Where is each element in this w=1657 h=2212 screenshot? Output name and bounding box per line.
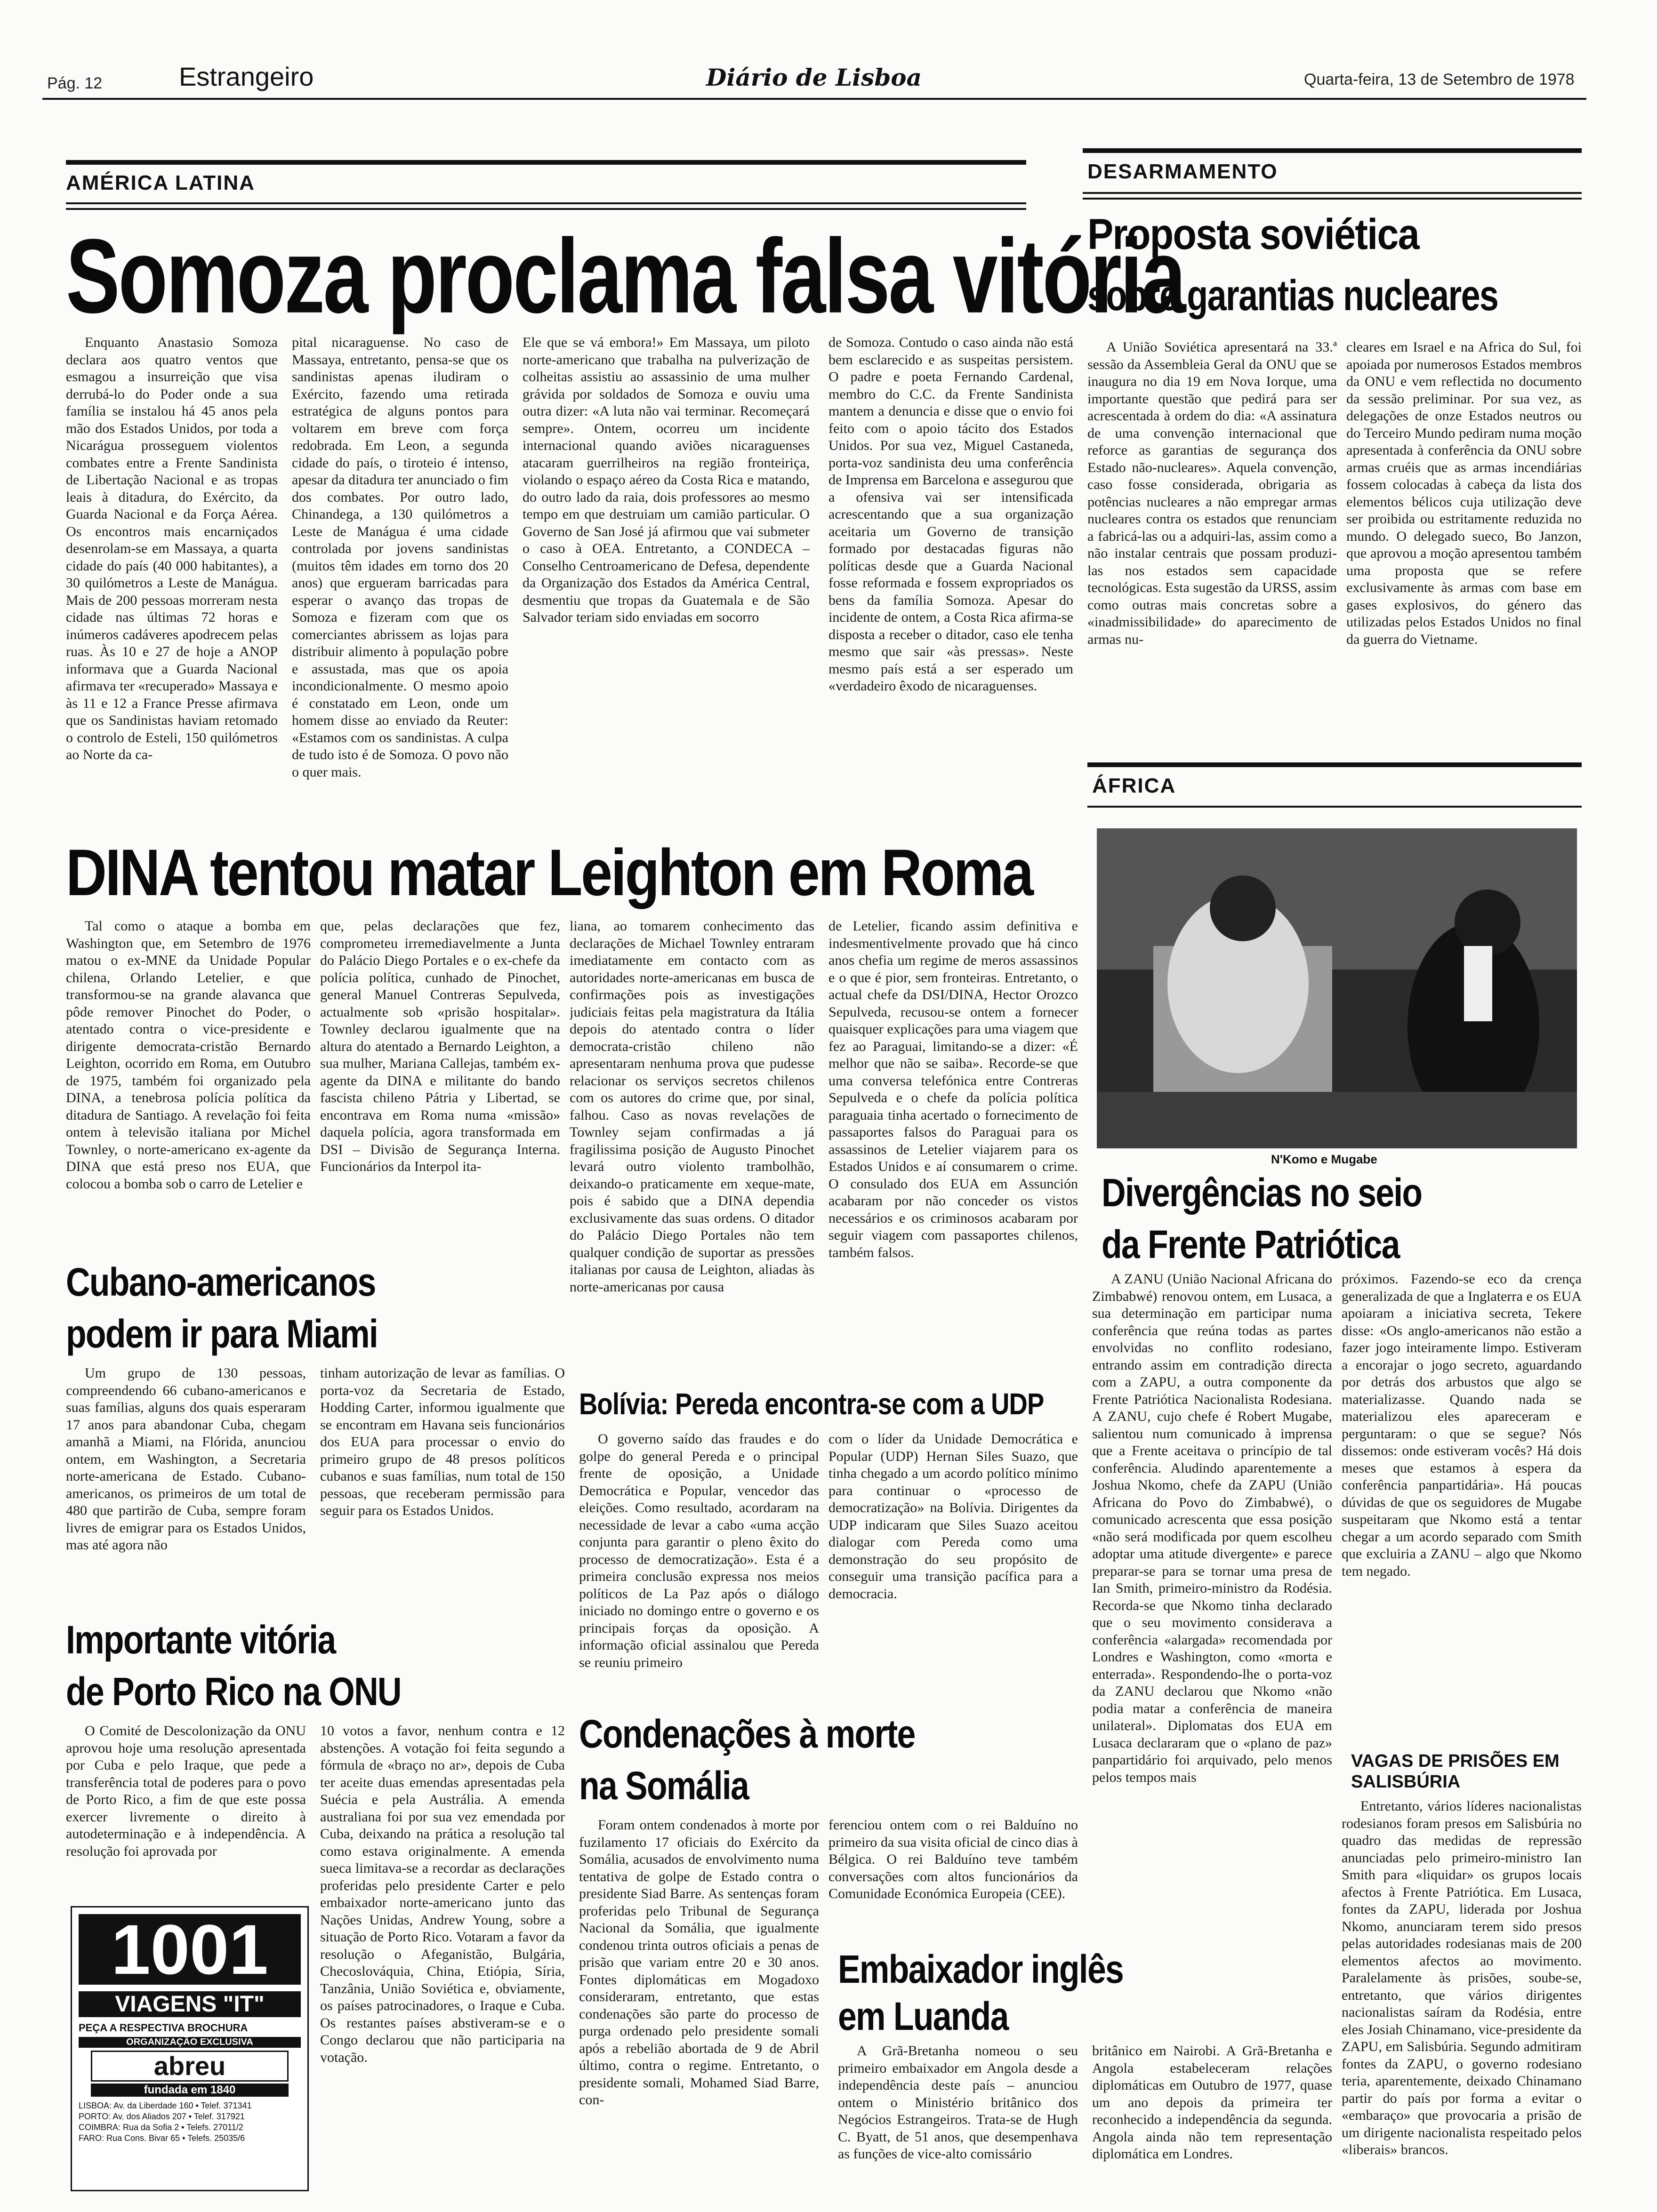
ad-addresses (79, 2100, 301, 2144)
ad-brochure: PEÇA A RESPECTIVA BROCHURA (79, 2022, 248, 2034)
article-desarmamento-col1: A União Soviética apresentará na 33.ª sessão da Assembleia Geral da ONU que se inaugura no dia 19 em Nova Iorque, uma importante questão que pedirá para ser acrescentada à ordem do dia: «A assinatura de uma convenção internacional que reforce as garantias de segurança dos Estado não-nucleares». Aquela convenção, caso fosse considerada, obrigaria as potências nucleares a não empregar armas nucleares contra os estados que renunciam a fabricá-las ou a adquiri-las, assim como a não instalar centrais que possam produzi-las nos estados sem capacidade tecnológicas. Esta sugestão da URSS, assim como outras mais concretas sobre a «inadmissibilidade» do aparecimento de armas nu- (1087, 339, 1337, 647)
article-somoza-col3: Ele que se vá embora!» Em Massaya, um piloto norte-americano que trabalha na pulverização de colheitas assistiu ao assassinio de uma mulher grávida por soldados de Somoza e ouviu uma outra dizer: «A luta não vai terminar. Recomeçará sempre». Ontem, ocorreu um incidente internacional quando aviões nicaraguenses atacaram guerrilheiros na região fronteiriça, violando o espaço aéreo da Costa Rica e matando, do outro lado da raia, dois professores ao mesmo tempo em que destruiam um camião particular. O Governo de San José já afirmou que vai submeter o caso à OEA. Entretanto, a CONDECA – Conselho Centroamericano de Defesa, dependente da Organização dos Estados da América Central, desmentiu que tropas da Guatemala e de São Salvador teriam sido enviadas em socorro (523, 335, 810, 625)
page-number: Pág. 12 (47, 74, 103, 92)
photo-caption: N'Komo e Mugabe (1271, 1152, 1377, 1166)
headline-dina: DINA tentou matar Leighton em Roma (66, 835, 1032, 909)
article-dina-col4: de Letelier, ficando assim definitiva e indesmentivelmente provado que há cinco anos chefia um regime de meros assassinos e o que é pior, sem fronteiras. Entretanto, o actual chefe da DSI/DINA, Hector Orozco Sepulveda, recusou-se ontem a fornecer quaisquer explicações para uma viagem que fez ao Paraguai, limitando-se a dizer: «É melhor que não se saiba». Recorde-se que uma conversa telefónica entre Contreras Sepulveda e o chefe da polícia política paraguaia tinha acertado o fornecimento de passaportes falsos do Paraguai para os assassinos de Letelier viajarem para os Estados Unidos e aí consumarem o crime. O consulado dos EUA em Assunción acabaram por não conceder os vistos necessários e os criminosos acabaram por seguir viagem com passaportes chilenos, também falsos. (828, 918, 1078, 1260)
article-africa-col1: A ZANU (União Nacional Africana do Zimbabwé) renovou ontem, em Lusaca, a sua determinação em participar numa conferência que reúna todas as partes envolvidas no conflito rodesiano, entrando assim em contradição directa com a ZAPU, a outra componente da Frente Patriótica Nacionalista Rodesiana. A ZANU, cujo chefe é Robert Mugabe, salientou num comunicado à imprensa que a Frente aceitava o princípio de tal conferência. Aludindo aparentemente a Joshua Nkomo, chefe da ZAPU (União Africana do Povo do Zimbabwé), o comunicado acrescenta que essa posição «não será modificada por quem escolheu adoptar uma atitude divergente» e parece preparar-se para se tornar uma presa de Ian Smith, primeiro-ministro da Rodésia. Recorda-se que Nkomo tinha declarado que o seu movimento considerava a conferência «alargada» recomendada por Londres e Washington, como «morta e enterrada». Respondendo-lhe o porta-voz da ZANU declarou que Nkomo «não podia matar a conferência de maneira unilateral». Diplomatas dos EUA em Lusaca declararam que o «plano de paz» panpartidário foi arquivado, pelo menos pelos tempos mais (1092, 1271, 1332, 1785)
headline-bolivia: Bolívia: Pereda encontra-se com a UDP (579, 1387, 1044, 1421)
article-vagas: Entretanto, vários líderes nacionalistas rodesianos foram presos em Salisbúria no quadro das medidas de repressão anunciadas pelo primeiro-ministro Ian Smith para «liquidar» os grupos locais afectos à Frente Patriótica. Em Lusaca, fontes da ZAPU, liderada por Joshua Nkomo, anunciaram terem sido presos pelas autoridades rodesianas mais de 200 elementos afectos ao movimento. Paralelamente às prisões, soube-se, entretanto, que vários dirigentes nacionalistas saíram da Rodésia, entre eles Josiah Chinamano, vice-presidente da ZAPU, em Salisbúria. Segundo admitiram fontes da ZAPU, o governo rodesiano teria, aparentemente, deixado Chinamano partir do país por forma a evitar o «embaraço» que provocaria a prisão de um dirigente nacionalista respeitado pelos «liberais» brancos. (1342, 1798, 1582, 2157)
issue-date: Quarta-feira, 13 de Setembro de 1978 (1304, 71, 1575, 88)
ad-org: ORGANIZAÇÃO EXCLUSIVA (79, 2037, 301, 2048)
section-rule (1087, 806, 1582, 808)
photo-nkomo-mugabe (1097, 828, 1577, 1148)
section-rule (1083, 148, 1582, 153)
masthead: Diário de Lisboa (706, 64, 922, 91)
ad-viagens: VIAGENS "IT" (79, 1991, 301, 2017)
article-luanda-col2: britânico em Nairobi. A Grã-Bretanha e Angola estabeleceram relações diplomáticas em Outubro de 1977, quase um ano depois da primeira ter reconhecido a independência da segunda. Angola ainda não tem representação diplomática em Londres. (1092, 2043, 1332, 2162)
ad-brand: abreu (91, 2051, 289, 2082)
section-label: Estrangeiro (179, 62, 314, 91)
section-rule (1083, 198, 1582, 200)
headline-luanda-1: Embaixador inglês (838, 1947, 1123, 1991)
section-africa: ÁFRICA (1092, 774, 1176, 797)
article-bolivia-col1: O governo saído das fraudes e do golpe do general Pereda e o principal frente de oposição, a Unidade Democrática e Popular, vencedor das eleições. Como resultado, acordaram na necessidade de levar a cabo «uma acção conjunta para garantir o pleno êxito do processo de democratização». Esta é a primeira conclusão expressa nos meios políticos de La Paz após o diálogo iniciado no domingo entre o governo e os principais forças da oposição. A informação oficial assinalou que Pereda se reuniu primeiro (579, 1431, 819, 1670)
section-america-latina: AMÉRICA LATINA (66, 171, 255, 194)
ad-number: 1001 (79, 1914, 301, 1985)
section-rule (66, 202, 1026, 204)
headline-cubano-1: Cubano-americanos (66, 1260, 376, 1304)
photo-shirt-right (1464, 946, 1492, 1021)
photo-floor (1097, 1092, 1577, 1148)
article-luanda-col1: A Grã-Bretanha nomeou o seu primeiro embaixador em Angola desde a independência deste país – anunciou ontem o Ministério britânico dos Negócios Estrangeiros. Trata-se de Hugh C. Byatt, de 51 anos, que desempenhava as funções de vice-alto comissário (838, 2043, 1078, 2162)
headline-porto-rico-2: de Porto Rico na ONU (66, 1669, 401, 1714)
article-somoza-col2: pital nicaraguense. No caso de Massaya, entretanto, pensa-se que os sandinistas apenas iludiram o Exército, fazendo uma retirada estratégica de alguns pontos para voltarem em breve com força redobrada. Em Leon, a segunda cidade do país, o tiroteio é intenso, apesar da ditadura ter anunciado o fim dos combates. Por outro lado, Chinandega, a 130 quilómetros a Leste de Manágua é uma cidade controlada por jovens sandinistas (muitos têm idades em torno dos 20 anos) que ergueram barricadas para esperar o avanço das tropas de Somoza e fizeram com que os comerciantes abrissem as lojas para distribuir alimento à população pobre e assustada, mas que os apoia incondicionalmente. O mesmo apoio é constatado em Leon, onde um homem disse ao enviado da Reuter: «Estamos com os sandinistas. A culpa de tudo isto é de Somoza. O povo não o quer mais. (292, 335, 508, 780)
ad-address: LISBOA: Av. da Liberdade 160 • Telef. 371341 (79, 2101, 252, 2110)
headline-proposta-2: sobre garantias nucleares (1087, 272, 1498, 320)
article-dina-col1: Tal como o ataque a bomba em Washington que, em Setembro de 1976 matou o ex-MNE da Unidade Popular chilena, Orlando Letelier, e que transformou-se na grande alavanca que pôde remover Pinochet do Poder, o atentado contra o vice-presidente e dirigente democrata-cristão Bernardo Leighton, ocorrido em Roma, em Outubro de 1975, também foi organizado pela DINA, a tenebrosa polícia política da ditadura de Santiago. A revelação foi feita ontem à televisão italiana por Michel Townley, o norte-americano ex-agente da DINA que está preso nos EUA, que colocou a bomba sob o carro de Letelier e (66, 918, 311, 1192)
headline-divergencias-1: Divergências no seio (1102, 1170, 1422, 1215)
ad-address: COIMBRA: Rua da Sofia 2 • Telefs. 27011/2 (79, 2123, 243, 2132)
article-dina-col3: liana, ao tomarem conhecimento das declarações de Michael Townley entraram imediatamente em contacto com as autoridades norte-americanas em busca de confirmações pois as investigações judiciais feitas pela magistratura da Itália depois do atentado contra o líder democrata-cristão chileno não apresentaram nenhuma prova que pudesse relacionar os serviços secretos chilenos com os autores do crime que, por sinal, falhou. Caso as novas revelações de Townley sejam confirmadas a já fragilissima posição de Augusto Pinochet levará outro violento trambolhão, deixando-o praticamente em xeque-mate, pois é sabido que a DINA dependia exclusivamente das suas ordens. O ditador do Palácio Diego Portales não tem qualquer condição de suportar as pressões italianas por causa de Leighton, aliadas às norte-americanas por causa (570, 918, 814, 1295)
subhead-vagas: VAGAS DE PRISÕES EM SALISBÚRIA (1351, 1751, 1560, 1792)
article-africa-col2: próximos. Fazendo-se eco da crença generalizada de que a Inglaterra e os EUA apoiaram a iniciativa secreta, Tekere disse: «Os anglo-americanos não estão a fazer jogo inteiramente limpo. Estiveram a encorajar o jogo secreto, aguardando por detrás dos arbustos que algo se materializasse. Quando nada se materializou eles apareceram e perguntaram: o que se segue? Nós dissemos: onde estiveram vocês? Há dois meses que estamos à espera da conferência panpartidária». Há poucas dúvidas de que os seguidores de Mugabe suspeitaram que Nkomo está a tentar chegar a um acordo separado com Smith que excluiria a ZANU – algo que Nkomo tem negado. (1342, 1271, 1582, 1579)
article-somalia-col1: Foram ontem condenados à morte por fuzilamento 17 oficiais do Exército da Somália, acusados de envolvimento numa tentativa de golpe de Estado contra o presidente Siad Barre. As sentenças foram proferidas pelo Tribunal de Segurança Nacional da Somália, que igualmente condenou trinta outros oficiais a penas de prisão que variam entre 20 e 30 anos. Fontes diplomáticas em Mogadoxo consideraram, entretanto, que estas condenações são parte do processo de purga ordenado pelo presidente somali após a rebelião abortada de 9 de Abril último, contra o regime. Entretanto, o presidente somali, Mohamed Siad Barre, con- (579, 1817, 819, 2108)
article-somalia-col2: ferenciou ontem com o rei Balduíno no primeiro da sua visita oficial de cinco dias à Bélgica. O rei Balduíno teve também conversações com altos funcionários da Comunidade Económica Europeia (CEE). (828, 1817, 1078, 1901)
article-porto-rico-col2: 10 votos a favor, nenhum contra e 12 abstenções. A votação foi feita segundo a fórmula de «braço no ar», depois de Cuba ter aceite duas emendas apresentadas pela Suécia e pela Austrália. A emenda australiana foi por sua vez emendada por Cuba, deixando na prática a resolução tal como estava originalmente. A emenda sueca limitava-se a recordar as declarações proferidas pelo presidente Carter e pelo embaixador norte-americano junto das Nações Unidas, Andrew Young, sobre a situação de Porto Rico. Votaram a favor da resolução o Afeganistão, Bulgária, Checoslováquia, China, Etiópia, Síria, Tanzânia, União Soviética e, obviamente, os países patrocinadores, o Iraque e Cuba. Os restantes países abstiveram-se e o Congo declarou que não participaria na votação. (320, 1723, 565, 2065)
headline-luanda-2: em Luanda (838, 1994, 1008, 2038)
section-desarmamento: DESARMAMENTO (1087, 160, 1278, 183)
ad-1001-viagens (71, 1906, 309, 2191)
headline-somoza: Somoza proclama falsa vitória (66, 217, 1185, 335)
photo-image (1097, 828, 1577, 1148)
article-cubano-col1: Um grupo de 130 pessoas, compreendendo 66 cubano-americanos e suas famílias, alguns dos quais esperaram 17 anos para abandonar Cuba, chegam amanhã a Miami, na Flórida, anunciou ontem, em Washington, a Secretaria norte-americana de Estado. Cubano-americanos, os primeiros de um total de 480 que partirão de Cuba, sempre foram livres de emigrar para os Estados Unidos, mas até agora não (66, 1365, 306, 1553)
ad-address: PORTO: Av. dos Aliados 207 • Telef. 317921 (79, 2112, 245, 2121)
article-dina-col2: que, pelas declarações que fez, comprometeu irremediavelmente a Junta do Palácio Diego Portales e o ex-chefe da polícia política, cunhado de Pinochet, general Manuel Contreras Sepulveda, actualmente sob «prisão hospitalar». Townley declarou igualmente que na altura do atentado a Bernardo Leighton, a sua mulher, Mariana Callejas, também ex-agente da DINA e militante do bando fascista chileno Pátria y Libertad, se encontrava em Roma numa «missão» daquela polícia, agora transformada em DSI – Divisão de Segurança Interna. Funcionários da Interpol ita- (320, 918, 560, 1174)
photo-head-right (1455, 890, 1520, 955)
ad-founded: fundada em 1840 (91, 2084, 289, 2097)
headline-proposta-1: Proposta soviética (1087, 210, 1419, 258)
ad-address: FARO: Rua Cons. Bivar 65 • Telefs. 25035/6 (79, 2133, 245, 2143)
article-porto-rico-col1: O Comité de Descolonização da ONU aprovou hoje uma resolução apresentada por Cuba e pelo Iraque, que pede a transferência total de poderes para o povo de Porto Rico, a fim de que este possa exercer livremente o direito à autodeterminação e à independência. A resolução foi aprovada por (66, 1723, 306, 1859)
section-rule (66, 208, 1026, 210)
header-rule (42, 98, 1586, 100)
photo-head-left (1210, 875, 1276, 941)
headline-cubano-2: podem ir para Miami (66, 1312, 378, 1356)
article-somoza-col1: Enquanto Anastasio Somoza declara aos quatro ventos que esmagou a insurreição que visa derrubá-lo do Poder onde a sua família se instalou há 45 anos pela mão dos Estados Unidos, por toda a Nicarágua prosseguem violentos combates entre a Frente Sandinista de Libertação Nacional e as tropas leais à ditadura, do Exército, da Guarda Nacional e da Força Aérea. Os encontros mais encarniçados desenrolam-se em Massaya, a quarta cidade do país (40 000 habitantes), a 30 quilómetros a Leste de Manágua. Mais de 200 pessoas morreram nesta cidade nas últimas 72 horas e inúmeros cadáveres apodrecem pelas ruas. Às 10 e 27 de hoje a ANOP informava que a Guarda Nacional afirmava ter «recuperado» Massaya e às 11 e 12 a France Presse afirmava que os Sandinistas haviam retomado o controlo de Esteli, 150 quilómetros ao Norte da ca- (66, 335, 278, 762)
article-bolivia-col2: com o líder da Unidade Democrática e Popular (UDP) Hernan Siles Suazo, que tinha chegado a um acordo político mínimo para continuar o «processo de democratização» na Bolívia. Dirigentes da UDP indicaram que Siles Suazo aceitou dialogar com Pereda como uma demonstração do seu propósito de conseguir uma transição pacífica para a democracia. (828, 1431, 1078, 1602)
article-somoza-col4: de Somoza. Contudo o caso ainda não está bem esclarecido e as suspeitas persistem. O padre e poeta Fernando Cardenal, membro do C.C. da Frente Sandinista mantem a denuncia e disse que o envio foi feito com o apoio tácito dos Estados Unidos. Por sua vez, Miguel Castaneda, porta-voz sandinista deu uma conferência de Imprensa em Barcelona e assegurou que a ofensiva vai ser intensificada acrescentando que a sua organização aceitaria um Governo de transição formado por destacadas figuras não políticas desde que a Guarda Nacional fosse reformada e fossem expropriados os bens da família Somoza. Apesar do incidente de ontem, a Costa Rica afirma-se disposta a receber o ditador, caso ele tenha mesmo que sair «às pressas». Neste mesmo país está a ser esperado um «verdadeiro êxodo de nicaraguenses. (828, 335, 1073, 694)
headline-somalia-1: Condenações à morte (579, 1712, 915, 1756)
section-rule (66, 160, 1026, 165)
headline-divergencias-2: da Frente Patriótica (1102, 1222, 1400, 1266)
article-cubano-col2: tinham autorização de levar as famílias. O porta-voz da Secretaria de Estado, Hodding Carter, informou igualmente que se encontram em Havana seis funcionários dos EUA para processar o envio do primeiro grupo de 48 presos políticos cubanos e suas famílias, num total de 150 pessoas, que receberam permissão para seguir para os Estados Unidos. (320, 1365, 565, 1518)
headline-somalia-2: na Somália (579, 1763, 748, 1808)
article-desarmamento-col2: cleares em Israel e na Africa do Sul, foi apoiada por numerosos Estados membros da ONU e vem reflectida no documento da sessão preliminar. Por sua vez, as delegações de onze Estados neutros ou do Terceiro Mundo pediram numa moção apresentada à conferência da ONU sobre armas cruéis que as armas incendiárias fossem colocadas à cabeça da lista dos elementos bélicos cuja utilização deve ser proibida ou estritamente reduzida no mundo. O delegado sueco, Bo Janzon, que aprovou a moção apresentou também uma proposta que se refere exclusivamente às armas com base em gases explosivos, do género das utilizadas pelos Estados Unidos no final da guerra do Vietname. (1346, 339, 1582, 647)
section-rule (1083, 192, 1582, 194)
headline-porto-rico-1: Importante vitória (66, 1618, 336, 1662)
section-rule (1087, 762, 1582, 767)
